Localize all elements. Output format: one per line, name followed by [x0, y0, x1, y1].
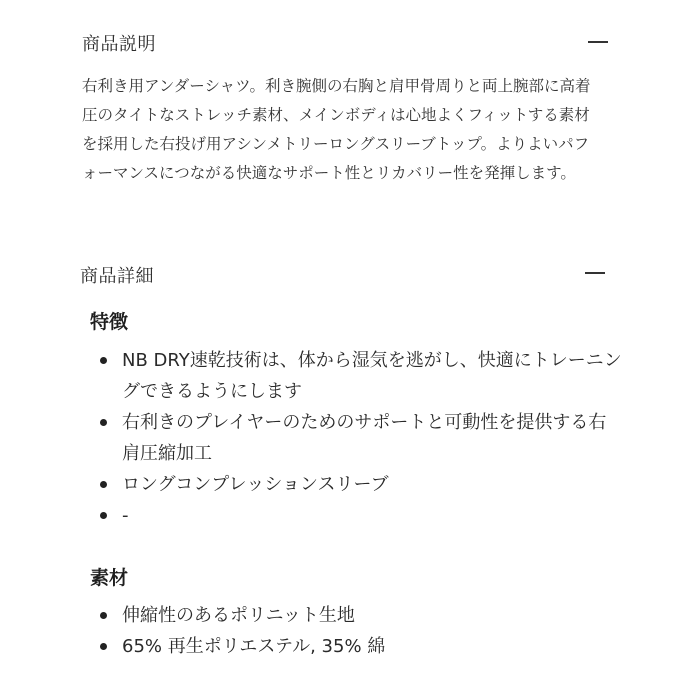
- product-description-text: 右利き用アンダーシャツ。利き腕側の右胸と肩甲骨周りと両上腕部に高着圧のタイトなストレッチ素材、メインボディは心地よくフィットする素材を採用した右投げ用アシンメトリーロングスリーブトップ。よりよいパフォーマンスにつながる快適なサポート性とリカバリー性を発揮します。: [82, 77, 591, 182]
- details-section-header[interactable]: [0, 254, 700, 294]
- material-text: 伸縮性のあるポリニット生地: [122, 605, 355, 626]
- bullet-dot-icon: [100, 512, 107, 519]
- materials-list: [122, 600, 622, 662]
- features-heading: 特徴: [90, 311, 129, 333]
- bullet-dot-icon: [100, 643, 107, 650]
- feature-text: NB DRY速乾技術は、体から湿気を逃がし、快適にトレーニングできるようにします: [122, 350, 622, 402]
- collapse-minus-icon[interactable]: [588, 41, 608, 43]
- description-section-title: 商品説明: [82, 34, 156, 55]
- feature-text: -: [122, 505, 129, 526]
- list-item: [122, 345, 622, 407]
- feature-text: 右利きのプレイヤーのためのサポートと可動性を提供する右肩圧縮加工: [122, 412, 607, 464]
- bullet-dot-icon: [100, 419, 107, 426]
- description-section-header[interactable]: [0, 24, 700, 64]
- materials-heading: 素材: [90, 567, 129, 589]
- details-section-title: 商品詳細: [80, 266, 154, 287]
- list-item: [122, 600, 622, 631]
- features-list: [122, 345, 622, 531]
- list-item: [122, 631, 622, 662]
- collapse-minus-icon[interactable]: [585, 272, 605, 274]
- bullet-dot-icon: [100, 481, 107, 488]
- bullet-dot-icon: [100, 357, 107, 364]
- list-item: [122, 407, 622, 469]
- material-text: 65% 再生ポリエステル, 35% 綿: [122, 636, 386, 657]
- bullet-dot-icon: [100, 612, 107, 619]
- list-item: [122, 469, 622, 500]
- feature-text: ロングコンプレッションスリーブ: [122, 474, 389, 495]
- list-item: [122, 500, 622, 531]
